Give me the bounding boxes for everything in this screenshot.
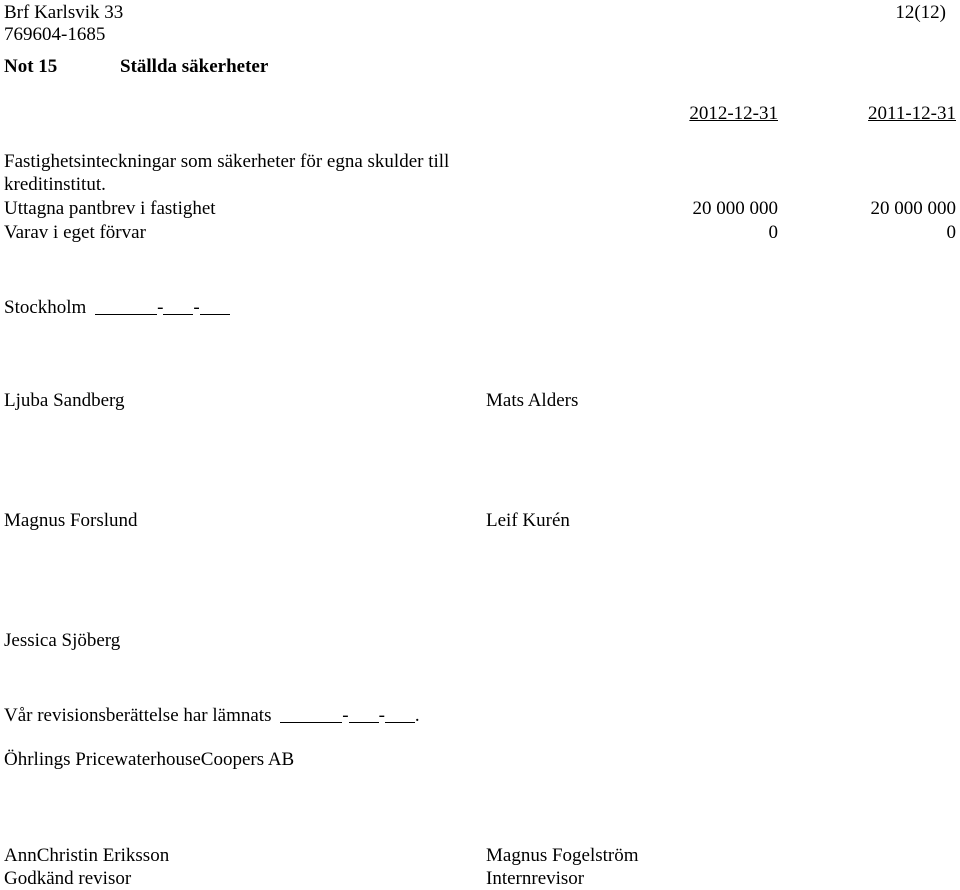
note-title: Ställda säkerheter [120, 56, 269, 77]
date-separator: - [378, 705, 385, 726]
note-number: Not 15 [4, 56, 58, 77]
audit-date-blank-day [280, 704, 342, 723]
signing-place-date [4, 294, 230, 319]
audit-date-blank-month [349, 704, 379, 723]
column-header-2011: 2011-12-31 [868, 103, 956, 124]
organization-name: Brf Karlsvik 33 [4, 2, 124, 23]
section-description-line2: kreditinstitut. [4, 174, 106, 195]
date-blank-year [200, 296, 230, 315]
audit-firm: Öhrlings PricewaterhouseCoopers AB [4, 749, 295, 770]
signing-place: Stockholm [4, 297, 87, 318]
column-header-2012: 2012-12-31 [689, 103, 778, 124]
date-separator: - [157, 297, 164, 318]
audit-statement [4, 702, 420, 727]
row-value-pantbrev-2011: 20 000 000 [870, 198, 956, 219]
audit-statement-period: . [414, 705, 420, 726]
date-blank-month [163, 296, 193, 315]
row-value-eget-forvar-2012: 0 [768, 222, 778, 243]
row-label-pantbrev: Uttagna pantbrev i fastighet [4, 198, 216, 219]
signatory-name: Leif Kurén [486, 510, 570, 531]
audit-date-blank-year [385, 704, 415, 723]
date-blank-day [95, 296, 157, 315]
row-label-eget-forvar: Varav i eget förvar [4, 222, 146, 243]
signatory-name: Jessica Sjöberg [4, 630, 121, 651]
date-separator: - [342, 705, 349, 726]
auditor-role: Godkänd revisor [4, 868, 132, 889]
organization-number: 769604-1685 [4, 24, 106, 45]
auditor-role: Internrevisor [486, 868, 585, 889]
page-number: 12(12) [895, 2, 946, 23]
date-separator: - [193, 297, 200, 318]
row-value-eget-forvar-2011: 0 [946, 222, 956, 243]
signatory-name: Mats Alders [486, 390, 579, 411]
row-value-pantbrev-2012: 20 000 000 [692, 198, 778, 219]
auditor-name: AnnChristin Eriksson [4, 845, 170, 866]
audit-statement-text: Vår revisionsberättelse har lämnats [4, 705, 272, 726]
auditor-name: Magnus Fogelström [486, 845, 639, 866]
signatory-name: Magnus Forslund [4, 510, 138, 531]
section-description-line1: Fastighetsinteckningar som säkerheter för egna skulder till [4, 151, 450, 172]
signatory-name: Ljuba Sandberg [4, 390, 125, 411]
